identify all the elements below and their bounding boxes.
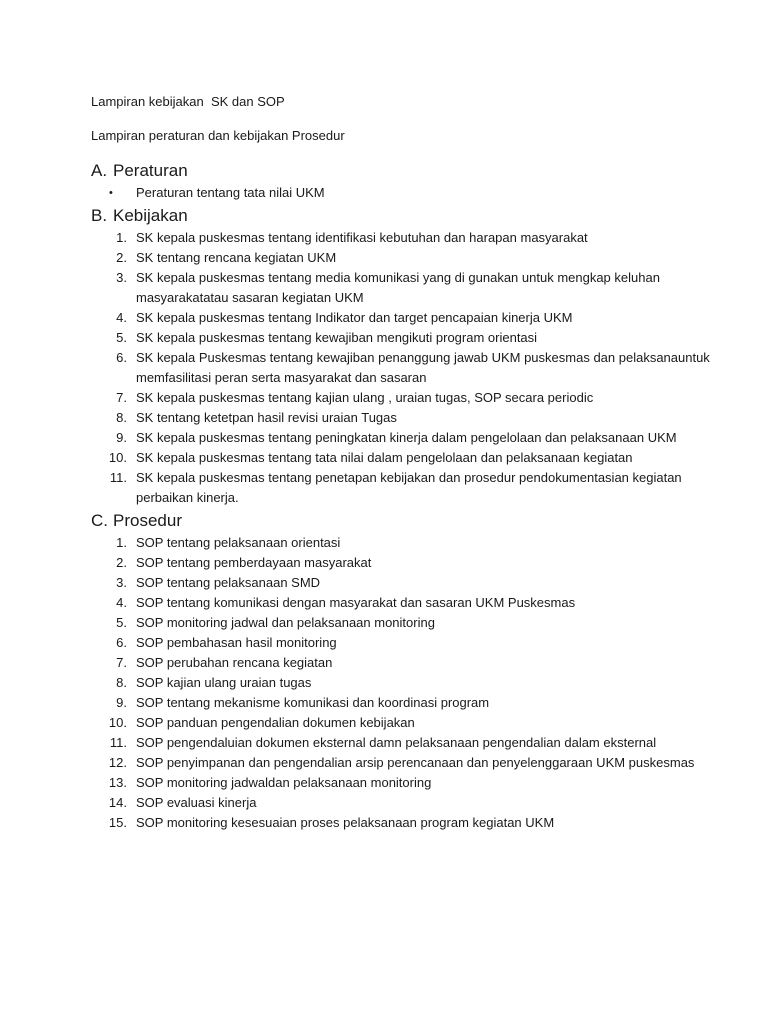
list-item [91,633,711,653]
item-number: 1. [116,230,127,245]
intro-line-1: Lampiran kebijakan SK dan SOP [91,94,285,109]
list-item [91,308,711,328]
list-item-text: SOP panduan pengendalian dokumen kebijakan [136,715,415,730]
item-number: 11. [109,735,127,750]
list-item [91,773,711,793]
item-number: 6. [116,350,127,365]
section-heading [91,205,711,227]
item-number: 4. [116,310,127,325]
list-item-text: SK tentang rencana kegiatan UKM [136,250,337,265]
list-item-text: SK kepala puskesmas tentang peningkatan kinerja dalam pengelolaan dan pelaksanaan UKM [136,430,677,445]
item-number: 2. [116,555,127,570]
intro-line-2: Lampiran peraturan dan kebijakan Prosedur [91,128,345,143]
item-number: 9. [116,695,127,710]
list-item-text: SOP tentang komunikasi dengan masyarakat dan sasaran UKM Puskesmas [136,595,576,610]
list-item [91,388,711,408]
section-kebijakan [91,205,711,508]
list-item [91,673,711,693]
list-item [91,793,711,813]
list-item [91,328,711,348]
list-item-text: SOP tentang pemberdayaan masyarakat [136,555,372,570]
list-item [91,733,711,753]
list-item-text: Peraturan tentang tata nilai UKM [136,185,325,200]
section-letter: A. [91,161,108,180]
list-item-text: SOP tentang pelaksanaan SMD [136,575,321,590]
section-title: Peraturan [113,161,188,180]
bullet-marker: • [109,187,113,199]
kebijakan-list [91,228,711,508]
list-item-text: SOP penyimpanan dan pengendalian arsip perencanaan dan penyelenggaraan UKM puskesmas [136,755,695,770]
item-number: 7. [116,390,127,405]
list-item [91,228,711,248]
list-item-text: SOP perubahan rencana kegiatan [136,655,333,670]
list-item [91,713,711,733]
section-heading [91,160,711,182]
list-item-text: SOP kajian ulang uraian tugas [136,675,312,690]
item-number: 5. [116,615,127,630]
prosedur-list [91,533,711,833]
list-item [91,248,711,268]
item-number: 11. [109,470,127,485]
list-item-text: SK kepala puskesmas tentang Indikator dan target pencapaian kinerja UKM [136,310,573,325]
item-number: 9. [116,430,127,445]
item-number: 10. [108,450,127,465]
list-item [91,813,711,833]
item-number: 5. [116,330,127,345]
item-number: 1. [116,535,127,550]
list-item [91,428,711,448]
list-item-text: SK kepala puskesmas tentang penetapan kebijakan dan prosedur pendokumentasian kegiatan perbaikan kinerja. [136,470,682,505]
list-item [91,348,711,388]
list-item-text: SOP monitoring jadwal dan pelaksanaan monitoring [136,615,435,630]
list-item-text: SK kepala Puskesmas tentang kewajiban penanggung jawab UKM puskesmas dan pelaksanauntuk memfasilitasi peran serta masyarakat dan sasaran [136,350,710,385]
list-item-text: SK kepala puskesmas tentang media komunikasi yang di gunakan untuk mengkap keluhan masyarakatatau sasaran kegiatan UKM [136,270,660,305]
list-item-text: SOP tentang mekanisme komunikasi dan koordinasi program [136,695,490,710]
item-number: 8. [116,410,127,425]
item-number: 10. [108,715,127,730]
list-item [91,573,711,593]
section-letter: C. [91,511,108,530]
list-item [91,468,711,508]
item-number: 4. [116,595,127,610]
item-number: 12. [108,755,127,770]
list-item [91,653,711,673]
section-title: Prosedur [113,511,182,530]
section-title: Kebijakan [113,206,188,225]
list-item-text: SK kepala puskesmas tentang kajian ulang , uraian tugas, SOP secara periodic [136,390,594,405]
item-number: 13. [108,775,127,790]
list-item [91,533,711,553]
list-item [91,408,711,428]
item-number: 7. [116,655,127,670]
section-letter: B. [91,206,108,225]
section-heading [91,510,711,532]
list-item-text: SOP pembahasan hasil monitoring [136,635,337,650]
list-item-text: SOP pengendaluian dokumen eksternal damn pelaksanaan pengendalian dalam eksternal [136,735,657,750]
peraturan-list [91,183,711,203]
item-number: 6. [116,635,127,650]
list-item-text: SOP evaluasi kinerja [136,795,257,810]
item-number: 3. [116,575,127,590]
list-item [91,448,711,468]
section-prosedur [91,510,711,833]
list-item-text: SOP tentang pelaksanaan orientasi [136,535,341,550]
item-number: 2. [116,250,127,265]
list-item [91,693,711,713]
list-item [91,553,711,573]
list-item [91,593,711,613]
list-item-text: SK kepala puskesmas tentang kewajiban mengikuti program orientasi [136,330,538,345]
list-item [91,613,711,633]
section-peraturan [91,160,711,203]
item-number: 15. [108,815,127,830]
list-item-text: SOP monitoring kesesuaian proses pelaksanaan program kegiatan UKM [136,815,555,830]
list-item [91,753,711,773]
list-item-text: SOP monitoring jadwaldan pelaksanaan monitoring [136,775,432,790]
item-number: 3. [116,270,127,285]
item-number: 8. [116,675,127,690]
list-item [91,268,711,308]
list-item-text: SK kepala puskesmas tentang tata nilai dalam pengelolaan dan pelaksanaan kegiatan [136,450,633,465]
list-item-text: SK kepala puskesmas tentang identifikasi kebutuhan dan harapan masyarakat [136,230,588,245]
list-item [91,183,711,203]
item-number: 14. [108,795,127,810]
list-item-text: SK tentang ketetpan hasil revisi uraian Tugas [136,410,397,425]
